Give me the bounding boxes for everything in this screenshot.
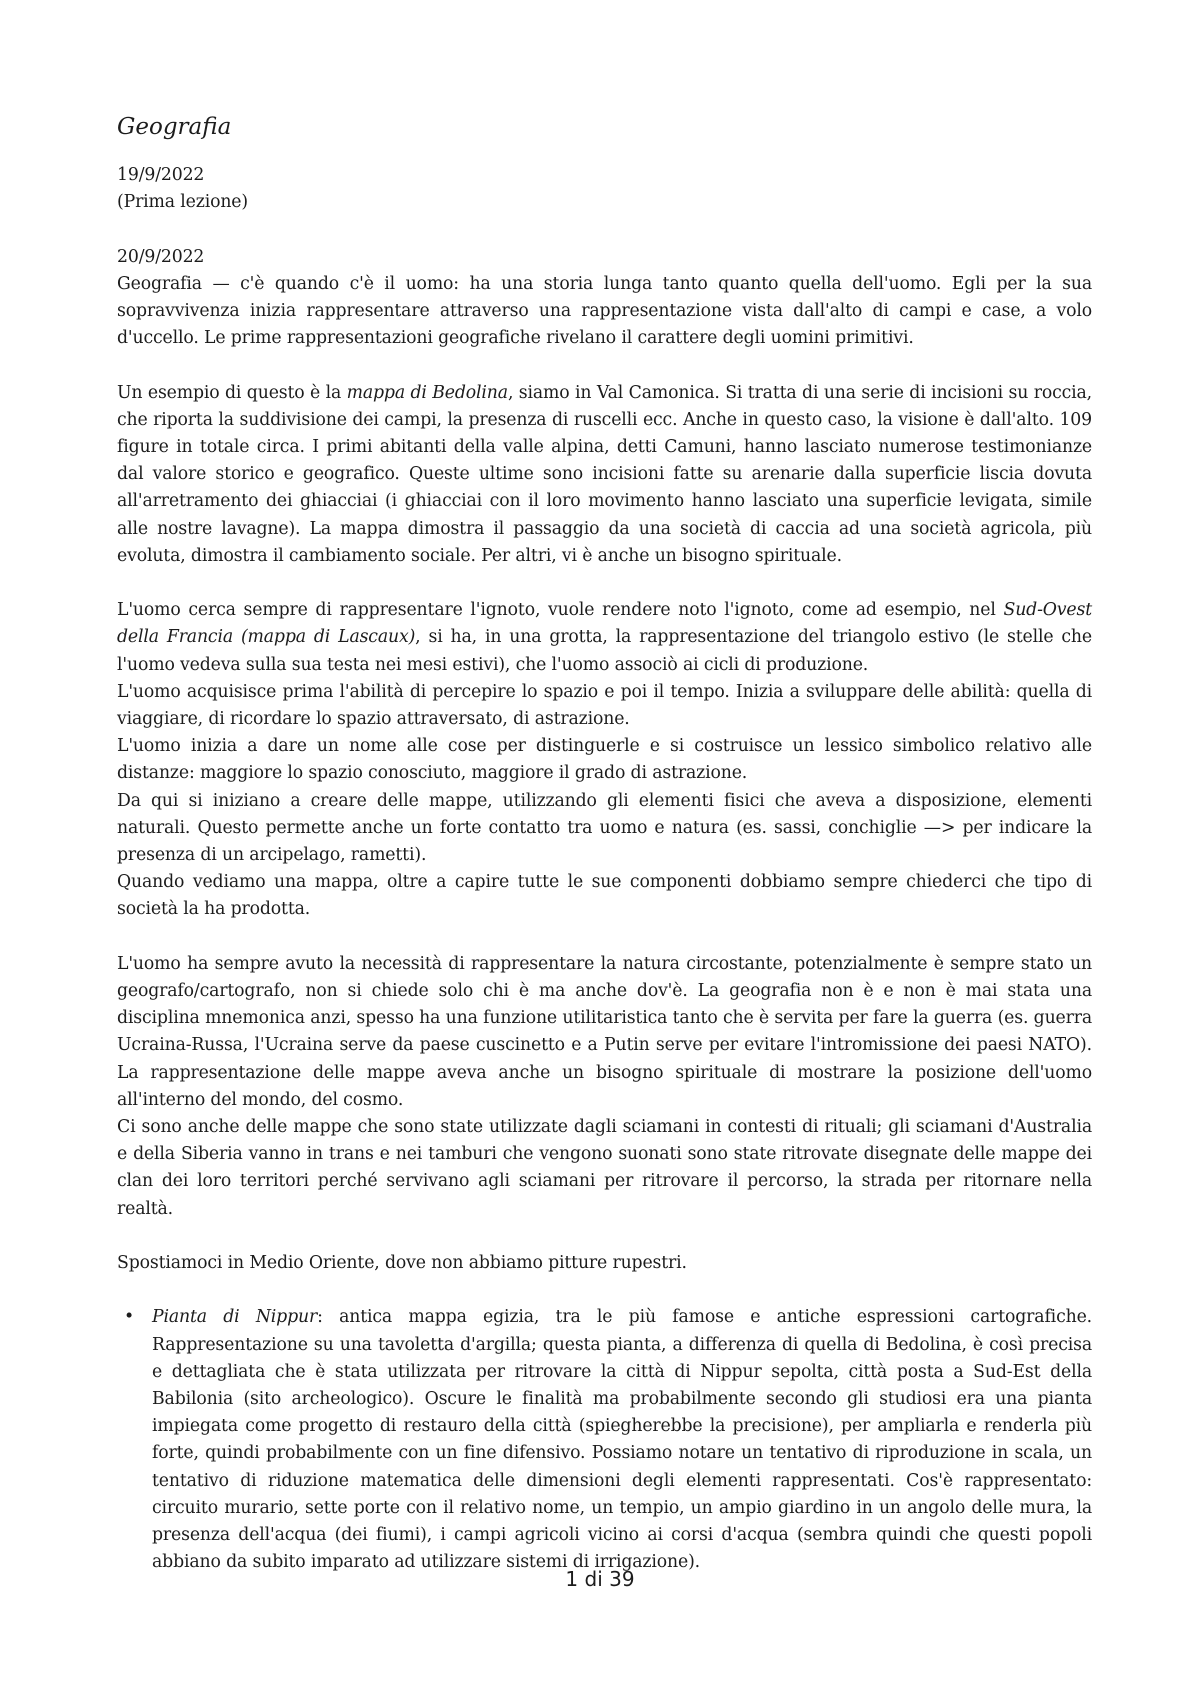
page-number: 1 di 39: [565, 1567, 635, 1591]
paragraph: Un esempio di questo è la mappa di Bedolina, siamo in Val Camonica. Si tratta di una serie di incisioni su roccia, che riporta la suddivisione dei campi, la presenza di ruscelli ecc. Anche in questo caso, la visione è dall'alto. 109 figure in totale circa. I primi abitanti della valle alpina, detti Camuni, hanno lasciato numerose testimonianze dal valore storico e geografico. Queste ultime sono incisioni fatte su arenarie dalla superficie liscia dovuta all'arretramento dei ghiacciai (i ghiacciai con il loro movimento hanno lasciato una superficie levigata, simile alle nostre lavagne). La mappa dimostra il passaggio da una società di caccia ad una società agricola, più evoluta, dimostra il cambiamento sociale. Per altri, vi è anche un bisogno spirituale.: [117, 382, 1093, 566]
paragraph: L'uomo acquisisce prima l'abilità di percepire lo spazio e poi il tempo. Inizia a sviluppare delle abilità: quella di viaggiare, di ricordare lo spazio attraversato, di astrazione.: [117, 681, 1092, 730]
document-title: Geografia: [117, 114, 232, 140]
list-item: [117, 1304, 1092, 1576]
paragraph: Quando vediamo una mappa, oltre a capire tutte le sue componenti dobbiamo sempre chiederci che tipo di società la ha prodotta.: [117, 872, 1092, 920]
bullet-list: [117, 1304, 1092, 1576]
date-line: 20/9/2022: [117, 246, 205, 267]
italic-term: Sud-Ovest della Francia (mappa di Lascaux): [117, 600, 1092, 648]
paragraph: Geografia — c'è quando c'è il uomo: ha una storia lunga tanto quanto quella dell'uomo. Egli per la sua sopravvivenza inizia rappresentare attraverso una rappresentazione vista dall'alto di campi e case, a volo d'uccello. Le prime rappresentazioni geografiche rivelano il carattere degli uomini primitivi.: [117, 273, 1092, 349]
date-line: 19/9/2022: [117, 165, 205, 185]
paragraph: L'uomo cerca sempre di rappresentare l'ignoto, vuole rendere noto l'ignoto, come ad esempio, nel Sud-Ovest della Francia (mappa di Lascaux), si ha, in una grotta, la rappresentazione del triangolo estivo (le stelle che l'uomo vedeva sulla sua testa nei mesi estivi), che l'uomo associò ai cicli di produzione.: [117, 600, 1092, 675]
paragraph: Ci sono anche delle mappe che sono state utilizzate dagli sciamani in contesti di rituali; gli sciamani d'Australia e della Siberia vanno in trans e nei tamburi che vengono suonati sono state ritrovate disegnate delle mappe dei clan dei loro territori perché servivano agli sciamani per ritrovare il percorso, la strada per ritornare nella realtà.: [117, 1117, 1092, 1219]
paragraph: Da qui si iniziano a creare delle mappe, utilizzando gli elementi fisici che aveva a disposizione, elementi naturali. Questo permette anche un forte contatto tra uomo e natura (es. sassi, conchiglie —> per indicare la presenza di un arcipelago, rametti).: [117, 790, 1092, 866]
italic-term: mappa di Bedolina: [346, 382, 508, 403]
paragraph: Spostiamoci in Medio Oriente, dove non abbiamo pitture rupestri.: [117, 1253, 687, 1274]
lesson-note: (Prima lezione): [117, 192, 248, 213]
paragraph: L'uomo ha sempre avuto la necessità di rappresentare la natura circostante, potenzialmente è sempre stato un geografo/cartografo, non si chiede solo chi è ma anche dov'è. La geografia non è e non è mai stata una disciplina mnemonica anzi, spesso ha una funzione utilitaristica tanto che è servita per fare la guerra (es. guerra Ucraina-Russa, l'Ucraina serve da paese cuscinetto e a Putin serve per evitare l'intromissione dei paesi NATO). La rappresentazione delle mappe aveva anche un bisogno spirituale di mostrare la posizione dell'uomo all'interno del mondo, del cosmo.: [117, 953, 1092, 1110]
document-page: [117, 0, 1092, 1696]
paragraph: L'uomo inizia a dare un nome alle cose per distinguerle e si costruisce un lessico simbolico relativo alle distanze: maggiore lo spazio conosciuto, maggiore il grado di astrazione.: [117, 736, 1092, 784]
document-body: [117, 162, 1092, 1576]
bullet-icon: •: [124, 1307, 135, 1328]
italic-term: Pianta di Nippur: [152, 1307, 318, 1328]
bullet-text: Pianta di Nippur: antica mappa egizia, tra le più famose e antiche espressioni cartografiche. Rappresentazione su una tavoletta d'argilla; questa pianta, a differenza di quella di Bedolina, è così precisa e dettagliata che è stata utilizzata per ritrovare la città di Nippur sepolta, città posta a Sud-Est della Babilonia (sito archeologico). Oscure le finalità ma probabilmente secondo gli studiosi era una pianta impiegata come progetto di restauro della città (spiegherebbe la precisione), per ampliarla e renderla più forte, quindi probabilmente con un fine difensivo. Possiamo notare un tentativo di riproduzione in scala, un tentativo di riduzione matematica delle dimensioni degli elementi rappresentati. Cos'è rappresentato: circuito murario, sette porte con il relativo nome, un tempio, un ampio giardino in un angolo delle mura, la presenza dell'acqua (dei fiumi), i campi agricoli vicino ai corsi d'acqua (sembra quindi che questi popoli abbiano da subito imparato ad utilizzare sistemi di irrigazione).: [152, 1307, 1092, 1573]
